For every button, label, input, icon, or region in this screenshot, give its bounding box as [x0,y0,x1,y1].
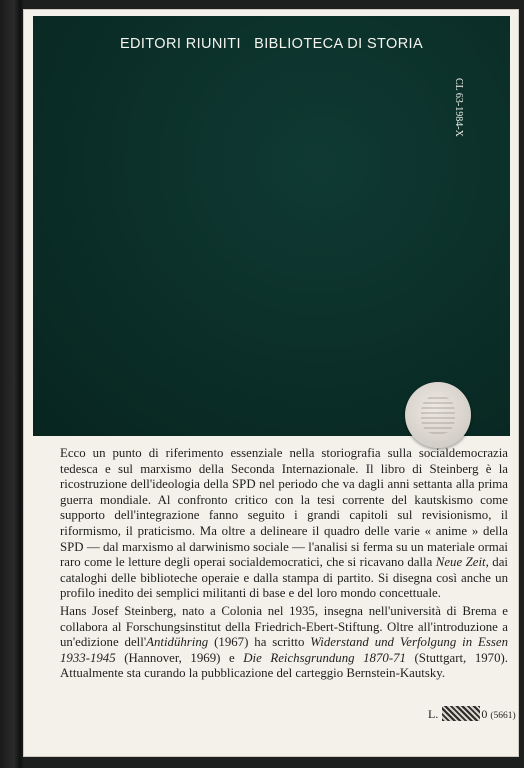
italic-title: Widerstand und Verfolgung in Essen 1933-1945 [60,635,508,665]
price-tail: 0 [481,707,488,721]
price-prefix: L. [428,707,439,721]
italic-title: Antidühring [146,635,209,650]
publisher-name: EDITORI RIUNITI [119,36,241,52]
series-name: BIBLIOTECA DI STORIA [254,36,424,52]
author-bio-paragraph: Hans Josef Steinberg, nato a Colonia nel 1935, insegna nell'università di Brema e collabora al Forschungsinstitut della Friedrich-Ebert-Stiftung. Oltre all'introduzione a un'edizione dell'Antidühring (1967) ha scritto Widerstand und Verfolgung in Essen 1933-1945 (Hannover, 1969) e Die Reichsgrundung 1870-71 (Stuttgart, 1970). Attualmente sta curando la pubblicazione del carteggio Bernstein-Kautsky. [60,603,509,681]
price-label [428,706,516,722]
green-panel [33,16,510,436]
round-sticker-icon [405,382,471,448]
price-redaction [442,706,480,721]
italic-title: Die Reichsgrundung 1870-71 [243,650,406,665]
price-ref: (5661) [490,711,516,721]
series-header [33,36,510,52]
catalog-code: CL 63-1984-X [453,78,464,137]
back-cover [24,10,518,756]
blurb-text [60,446,508,682]
blurb-paragraph-1: Ecco un punto di riferimento essenziale nella storiografia sulla socialdemocrazia tedesca e sul marxismo della Seconda Internazionale. Il libro di Steinberg è la ricostruzione dell'ideologia della SPD nel periodo che va dagli anni settanta alla prima guerra mondiale. Al confronto critico con la tesi corrente del kautskismo come supporto dell'integrazione fanno seguito i grandi capitoli sul revisionismo, il riformismo, il praticismo. Ma oltre a delineare il quadro delle varie « anime » della SPD — dal marxismo al darwinismo sociale — l'analisi si ferma su un materiale ormai raro come le letture degli operai socialdemocratici, che si ricavano dalla Neue Zeit, dai cataloghi delle biblioteche operaie e dalla stampa di partito. Si disegna così anche un profilo inedito dei semplici militanti di base e del loro mondo concettuale. [60,446,508,601]
italic-title: Neue Zeit [435,555,486,570]
